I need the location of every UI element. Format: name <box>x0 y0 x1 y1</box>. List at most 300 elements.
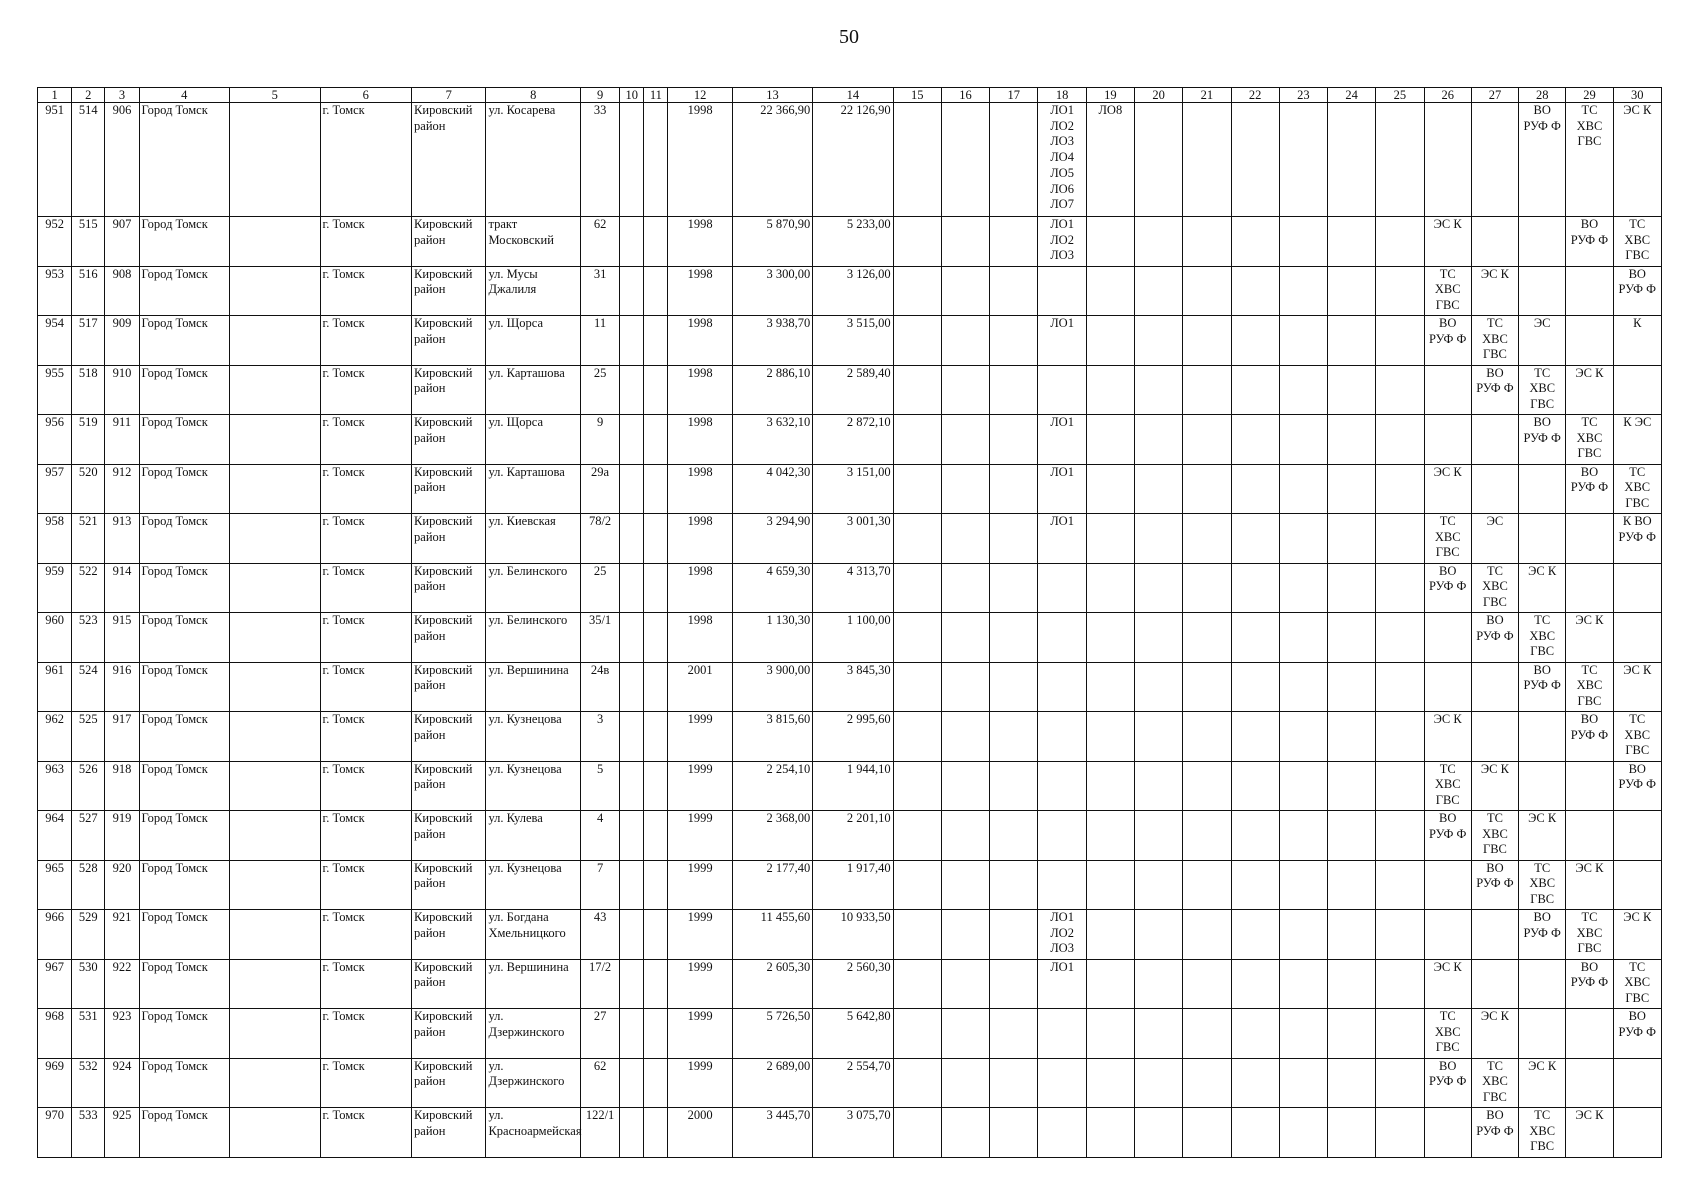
cell-col-25 <box>1376 266 1424 316</box>
cell-col-28 <box>1519 761 1566 811</box>
cell-col-6: г. Томск <box>320 811 412 861</box>
cell-col-19 <box>1086 662 1134 712</box>
cell-col-18 <box>1038 1058 1086 1108</box>
cell-col-26: ТС ХВС ГВС <box>1424 761 1471 811</box>
cell-col-22 <box>1231 761 1279 811</box>
cell-col-19 <box>1086 761 1134 811</box>
cell-col-30: ВО РУФ Ф <box>1613 266 1661 316</box>
cell-col-4: Город Томск <box>139 514 230 564</box>
cell-col-11 <box>644 415 668 465</box>
cell-col-20 <box>1134 1108 1182 1158</box>
cell-col-4: Город Томск <box>139 415 230 465</box>
cell-col-27: ЭС К <box>1471 266 1518 316</box>
cell-col-13: 5 870,90 <box>732 217 812 267</box>
cell-col-15 <box>893 1009 941 1059</box>
table-row <box>38 662 1662 712</box>
cell-col-30 <box>1613 811 1661 861</box>
cell-col-25 <box>1376 712 1424 762</box>
cell-col-16 <box>941 910 989 960</box>
cell-col-5 <box>230 712 321 762</box>
cell-col-16 <box>941 613 989 663</box>
cell-col-11 <box>644 712 668 762</box>
cell-col-27: ВО РУФ Ф <box>1471 1108 1518 1158</box>
cell-col-2: 526 <box>72 761 105 811</box>
cell-col-16 <box>941 811 989 861</box>
cell-col-8: ул. Вершинина <box>486 959 581 1009</box>
cell-col-20 <box>1134 217 1182 267</box>
cell-col-5 <box>230 563 321 613</box>
cell-col-29 <box>1566 761 1613 811</box>
cell-col-21 <box>1183 415 1231 465</box>
cell-col-7: Кировский район <box>412 514 486 564</box>
cell-col-28 <box>1519 217 1566 267</box>
cell-col-6: г. Томск <box>320 316 412 366</box>
column-header-21: 21 <box>1183 88 1231 103</box>
column-header-17: 17 <box>990 88 1038 103</box>
cell-col-15 <box>893 415 941 465</box>
cell-col-1: 951 <box>38 103 72 217</box>
cell-col-9: 4 <box>580 811 619 861</box>
cell-col-16 <box>941 860 989 910</box>
cell-col-15 <box>893 103 941 217</box>
cell-col-17 <box>990 910 1038 960</box>
cell-col-25 <box>1376 811 1424 861</box>
cell-col-24 <box>1328 464 1376 514</box>
cell-col-28 <box>1519 712 1566 762</box>
cell-col-18: ЛО1 <box>1038 415 1086 465</box>
cell-col-10 <box>620 514 644 564</box>
table-row <box>38 217 1662 267</box>
column-header-11: 11 <box>644 88 668 103</box>
cell-col-5 <box>230 464 321 514</box>
cell-col-6: г. Томск <box>320 563 412 613</box>
cell-col-22 <box>1231 464 1279 514</box>
cell-col-22 <box>1231 1058 1279 1108</box>
cell-col-17 <box>990 811 1038 861</box>
cell-col-29 <box>1566 514 1613 564</box>
cell-col-6: г. Томск <box>320 613 412 663</box>
cell-col-3: 909 <box>105 316 139 366</box>
cell-col-8: ул. Богдана Хмельницкого <box>486 910 581 960</box>
cell-col-11 <box>644 1108 668 1158</box>
cell-col-7: Кировский район <box>412 415 486 465</box>
cell-col-9: 24в <box>580 662 619 712</box>
cell-col-1: 956 <box>38 415 72 465</box>
cell-col-28: ЭС К <box>1519 811 1566 861</box>
cell-col-5 <box>230 1009 321 1059</box>
cell-col-20 <box>1134 1009 1182 1059</box>
cell-col-13: 3 632,10 <box>732 415 812 465</box>
cell-col-12: 1998 <box>668 563 732 613</box>
cell-col-22 <box>1231 811 1279 861</box>
cell-col-16 <box>941 761 989 811</box>
cell-col-8: ул. Кузнецова <box>486 712 581 762</box>
cell-col-24 <box>1328 266 1376 316</box>
cell-col-9: 62 <box>580 217 619 267</box>
cell-col-16 <box>941 959 989 1009</box>
cell-col-9: 29а <box>580 464 619 514</box>
cell-col-19 <box>1086 811 1134 861</box>
cell-col-6: г. Томск <box>320 103 412 217</box>
cell-col-26: ЭС К <box>1424 712 1471 762</box>
cell-col-8: ул. Косарева <box>486 103 581 217</box>
cell-col-21 <box>1183 1009 1231 1059</box>
cell-col-16 <box>941 464 989 514</box>
cell-col-24 <box>1328 959 1376 1009</box>
cell-col-29: ТС ХВС ГВС <box>1566 103 1613 217</box>
column-header-14: 14 <box>813 88 893 103</box>
cell-col-30: К ЭС <box>1613 415 1661 465</box>
cell-col-10 <box>620 1108 644 1158</box>
cell-col-29 <box>1566 1058 1613 1108</box>
cell-col-15 <box>893 959 941 1009</box>
cell-col-11 <box>644 613 668 663</box>
cell-col-11 <box>644 217 668 267</box>
cell-col-14: 5 233,00 <box>813 217 893 267</box>
cell-col-11 <box>644 959 668 1009</box>
cell-col-27 <box>1471 464 1518 514</box>
cell-col-10 <box>620 1009 644 1059</box>
cell-col-2: 528 <box>72 860 105 910</box>
cell-col-7: Кировский район <box>412 316 486 366</box>
cell-col-30: ЭС К <box>1613 662 1661 712</box>
column-header-16: 16 <box>941 88 989 103</box>
cell-col-11 <box>644 563 668 613</box>
cell-col-28: ТС ХВС ГВС <box>1519 860 1566 910</box>
cell-col-30 <box>1613 1108 1661 1158</box>
cell-col-1: 962 <box>38 712 72 762</box>
cell-col-1: 955 <box>38 365 72 415</box>
cell-col-7: Кировский район <box>412 959 486 1009</box>
cell-col-9: 5 <box>580 761 619 811</box>
cell-col-5 <box>230 761 321 811</box>
cell-col-17 <box>990 860 1038 910</box>
cell-col-17 <box>990 103 1038 217</box>
cell-col-6: г. Томск <box>320 712 412 762</box>
cell-col-7: Кировский район <box>412 266 486 316</box>
cell-col-26: ТС ХВС ГВС <box>1424 266 1471 316</box>
cell-col-4: Город Томск <box>139 1108 230 1158</box>
cell-col-6: г. Томск <box>320 1108 412 1158</box>
cell-col-23 <box>1279 1108 1327 1158</box>
cell-col-14: 3 151,00 <box>813 464 893 514</box>
cell-col-12: 1998 <box>668 217 732 267</box>
cell-col-30 <box>1613 563 1661 613</box>
table-row <box>38 1058 1662 1108</box>
cell-col-3: 916 <box>105 662 139 712</box>
cell-col-29: ВО РУФ Ф <box>1566 712 1613 762</box>
cell-col-10 <box>620 1058 644 1108</box>
cell-col-19 <box>1086 860 1134 910</box>
cell-col-16 <box>941 266 989 316</box>
cell-col-14: 2 589,40 <box>813 365 893 415</box>
cell-col-30: ВО РУФ Ф <box>1613 761 1661 811</box>
cell-col-23 <box>1279 365 1327 415</box>
cell-col-12: 1998 <box>668 514 732 564</box>
cell-col-19 <box>1086 1009 1134 1059</box>
cell-col-12: 1999 <box>668 761 732 811</box>
cell-col-27 <box>1471 103 1518 217</box>
cell-col-20 <box>1134 103 1182 217</box>
cell-col-6: г. Томск <box>320 415 412 465</box>
cell-col-2: 523 <box>72 613 105 663</box>
cell-col-6: г. Томск <box>320 910 412 960</box>
cell-col-30: ТС ХВС ГВС <box>1613 464 1661 514</box>
cell-col-20 <box>1134 1058 1182 1108</box>
cell-col-13: 2 689,00 <box>732 1058 812 1108</box>
cell-col-28: ТС ХВС ГВС <box>1519 365 1566 415</box>
table-row <box>38 811 1662 861</box>
cell-col-5 <box>230 613 321 663</box>
cell-col-20 <box>1134 959 1182 1009</box>
table-row <box>38 1009 1662 1059</box>
cell-col-4: Город Томск <box>139 464 230 514</box>
cell-col-7: Кировский район <box>412 103 486 217</box>
cell-col-20 <box>1134 712 1182 762</box>
table-row <box>38 415 1662 465</box>
cell-col-24 <box>1328 217 1376 267</box>
cell-col-4: Город Томск <box>139 316 230 366</box>
cell-col-10 <box>620 217 644 267</box>
cell-col-8: ул. Белинского <box>486 563 581 613</box>
cell-col-7: Кировский район <box>412 1108 486 1158</box>
cell-col-28 <box>1519 514 1566 564</box>
cell-col-17 <box>990 959 1038 1009</box>
cell-col-7: Кировский район <box>412 662 486 712</box>
cell-col-18: ЛО1 <box>1038 464 1086 514</box>
cell-col-19 <box>1086 514 1134 564</box>
cell-col-21 <box>1183 266 1231 316</box>
cell-col-18 <box>1038 761 1086 811</box>
cell-col-18 <box>1038 613 1086 663</box>
cell-col-14: 2 995,60 <box>813 712 893 762</box>
cell-col-14: 2 201,10 <box>813 811 893 861</box>
cell-col-21 <box>1183 811 1231 861</box>
cell-col-25 <box>1376 613 1424 663</box>
cell-col-12: 1998 <box>668 316 732 366</box>
cell-col-30: К <box>1613 316 1661 366</box>
cell-col-29 <box>1566 266 1613 316</box>
cell-col-26: ВО РУФ Ф <box>1424 563 1471 613</box>
cell-col-12: 1998 <box>668 365 732 415</box>
column-header-27: 27 <box>1471 88 1518 103</box>
cell-col-8: ул. Щорса <box>486 316 581 366</box>
cell-col-23 <box>1279 860 1327 910</box>
cell-col-5 <box>230 910 321 960</box>
table-row <box>38 365 1662 415</box>
cell-col-30: ТС ХВС ГВС <box>1613 959 1661 1009</box>
cell-col-16 <box>941 712 989 762</box>
cell-col-3: 910 <box>105 365 139 415</box>
cell-col-4: Город Томск <box>139 860 230 910</box>
cell-col-23 <box>1279 1009 1327 1059</box>
cell-col-18: ЛО1 <box>1038 316 1086 366</box>
cell-col-9: 35/1 <box>580 613 619 663</box>
cell-col-9: 31 <box>580 266 619 316</box>
cell-col-29: ТС ХВС ГВС <box>1566 910 1613 960</box>
cell-col-12: 1999 <box>668 860 732 910</box>
cell-col-29: ЭС К <box>1566 1108 1613 1158</box>
cell-col-14: 3 845,30 <box>813 662 893 712</box>
cell-col-21 <box>1183 662 1231 712</box>
cell-col-1: 968 <box>38 1009 72 1059</box>
column-header-1: 1 <box>38 88 72 103</box>
cell-col-11 <box>644 103 668 217</box>
cell-col-25 <box>1376 365 1424 415</box>
cell-col-16 <box>941 662 989 712</box>
cell-col-26 <box>1424 860 1471 910</box>
cell-col-9: 122/1 <box>580 1108 619 1158</box>
cell-col-28: ЭС <box>1519 316 1566 366</box>
cell-col-24 <box>1328 415 1376 465</box>
table-row <box>38 514 1662 564</box>
cell-col-16 <box>941 1108 989 1158</box>
cell-col-2: 522 <box>72 563 105 613</box>
cell-col-11 <box>644 662 668 712</box>
cell-col-27 <box>1471 217 1518 267</box>
cell-col-7: Кировский район <box>412 1058 486 1108</box>
cell-col-12: 2001 <box>668 662 732 712</box>
cell-col-23 <box>1279 662 1327 712</box>
cell-col-16 <box>941 415 989 465</box>
cell-col-23 <box>1279 910 1327 960</box>
cell-col-22 <box>1231 316 1279 366</box>
cell-col-24 <box>1328 563 1376 613</box>
cell-col-28: ТС ХВС ГВС <box>1519 613 1566 663</box>
column-header-29: 29 <box>1566 88 1613 103</box>
cell-col-12: 1999 <box>668 811 732 861</box>
cell-col-23 <box>1279 712 1327 762</box>
cell-col-4: Город Томск <box>139 761 230 811</box>
cell-col-1: 964 <box>38 811 72 861</box>
column-number-header-row <box>38 88 1662 103</box>
cell-col-14: 10 933,50 <box>813 910 893 960</box>
cell-col-23 <box>1279 103 1327 217</box>
cell-col-19 <box>1086 959 1134 1009</box>
cell-col-27: ТС ХВС ГВС <box>1471 811 1518 861</box>
cell-col-14: 22 126,90 <box>813 103 893 217</box>
cell-col-8: ул. Красноармейская <box>486 1108 581 1158</box>
cell-col-26: ВО РУФ Ф <box>1424 1058 1471 1108</box>
cell-col-18: ЛО1 ЛО2 ЛО3 ЛО4 ЛО5 ЛО6 ЛО7 <box>1038 103 1086 217</box>
cell-col-1: 960 <box>38 613 72 663</box>
cell-col-21 <box>1183 1058 1231 1108</box>
cell-col-17 <box>990 464 1038 514</box>
cell-col-28: ТС ХВС ГВС <box>1519 1108 1566 1158</box>
cell-col-7: Кировский район <box>412 811 486 861</box>
cell-col-13: 2 177,40 <box>732 860 812 910</box>
column-header-18: 18 <box>1038 88 1086 103</box>
cell-col-23 <box>1279 415 1327 465</box>
cell-col-7: Кировский район <box>412 761 486 811</box>
cell-col-14: 2 560,30 <box>813 959 893 1009</box>
cell-col-24 <box>1328 1009 1376 1059</box>
cell-col-8: тракт Московский <box>486 217 581 267</box>
cell-col-15 <box>893 217 941 267</box>
cell-col-8: ул. Дзержинского <box>486 1058 581 1108</box>
cell-col-10 <box>620 662 644 712</box>
cell-col-11 <box>644 464 668 514</box>
cell-col-5 <box>230 365 321 415</box>
table-row <box>38 563 1662 613</box>
cell-col-3: 919 <box>105 811 139 861</box>
cell-col-7: Кировский район <box>412 217 486 267</box>
cell-col-3: 921 <box>105 910 139 960</box>
cell-col-3: 915 <box>105 613 139 663</box>
cell-col-9: 62 <box>580 1058 619 1108</box>
cell-col-9: 78/2 <box>580 514 619 564</box>
cell-col-21 <box>1183 613 1231 663</box>
cell-col-18: ЛО1 ЛО2 ЛО3 <box>1038 217 1086 267</box>
cell-col-21 <box>1183 514 1231 564</box>
cell-col-3: 922 <box>105 959 139 1009</box>
cell-col-10 <box>620 316 644 366</box>
cell-col-3: 907 <box>105 217 139 267</box>
cell-col-11 <box>644 1058 668 1108</box>
cell-col-20 <box>1134 316 1182 366</box>
cell-col-26: ВО РУФ Ф <box>1424 811 1471 861</box>
cell-col-16 <box>941 103 989 217</box>
cell-col-29: ТС ХВС ГВС <box>1566 415 1613 465</box>
cell-col-9: 9 <box>580 415 619 465</box>
cell-col-4: Город Томск <box>139 910 230 960</box>
column-header-7: 7 <box>412 88 486 103</box>
cell-col-2: 515 <box>72 217 105 267</box>
column-header-6: 6 <box>320 88 412 103</box>
cell-col-26 <box>1424 910 1471 960</box>
cell-col-19 <box>1086 266 1134 316</box>
cell-col-1: 961 <box>38 662 72 712</box>
cell-col-21 <box>1183 464 1231 514</box>
cell-col-8: ул. Карташова <box>486 365 581 415</box>
table-row <box>38 910 1662 960</box>
cell-col-27 <box>1471 959 1518 1009</box>
cell-col-15 <box>893 910 941 960</box>
cell-col-27 <box>1471 662 1518 712</box>
cell-col-8: ул. Карташова <box>486 464 581 514</box>
cell-col-11 <box>644 1009 668 1059</box>
cell-col-11 <box>644 860 668 910</box>
cell-col-4: Город Томск <box>139 217 230 267</box>
cell-col-27: ВО РУФ Ф <box>1471 860 1518 910</box>
cell-col-13: 3 900,00 <box>732 662 812 712</box>
cell-col-26 <box>1424 415 1471 465</box>
cell-col-22 <box>1231 712 1279 762</box>
cell-col-20 <box>1134 761 1182 811</box>
cell-col-20 <box>1134 563 1182 613</box>
cell-col-21 <box>1183 910 1231 960</box>
cell-col-14: 5 642,80 <box>813 1009 893 1059</box>
cell-col-4: Город Томск <box>139 959 230 1009</box>
cell-col-2: 517 <box>72 316 105 366</box>
cell-col-27: ВО РУФ Ф <box>1471 613 1518 663</box>
cell-col-22 <box>1231 415 1279 465</box>
cell-col-16 <box>941 316 989 366</box>
cell-col-1: 965 <box>38 860 72 910</box>
cell-col-23 <box>1279 316 1327 366</box>
cell-col-28: ВО РУФ Ф <box>1519 662 1566 712</box>
cell-col-25 <box>1376 217 1424 267</box>
cell-col-21 <box>1183 365 1231 415</box>
cell-col-17 <box>990 415 1038 465</box>
cell-col-1: 954 <box>38 316 72 366</box>
cell-col-4: Город Томск <box>139 613 230 663</box>
cell-col-26: ТС ХВС ГВС <box>1424 514 1471 564</box>
cell-col-28 <box>1519 959 1566 1009</box>
cell-col-23 <box>1279 514 1327 564</box>
cell-col-1: 957 <box>38 464 72 514</box>
cell-col-20 <box>1134 860 1182 910</box>
